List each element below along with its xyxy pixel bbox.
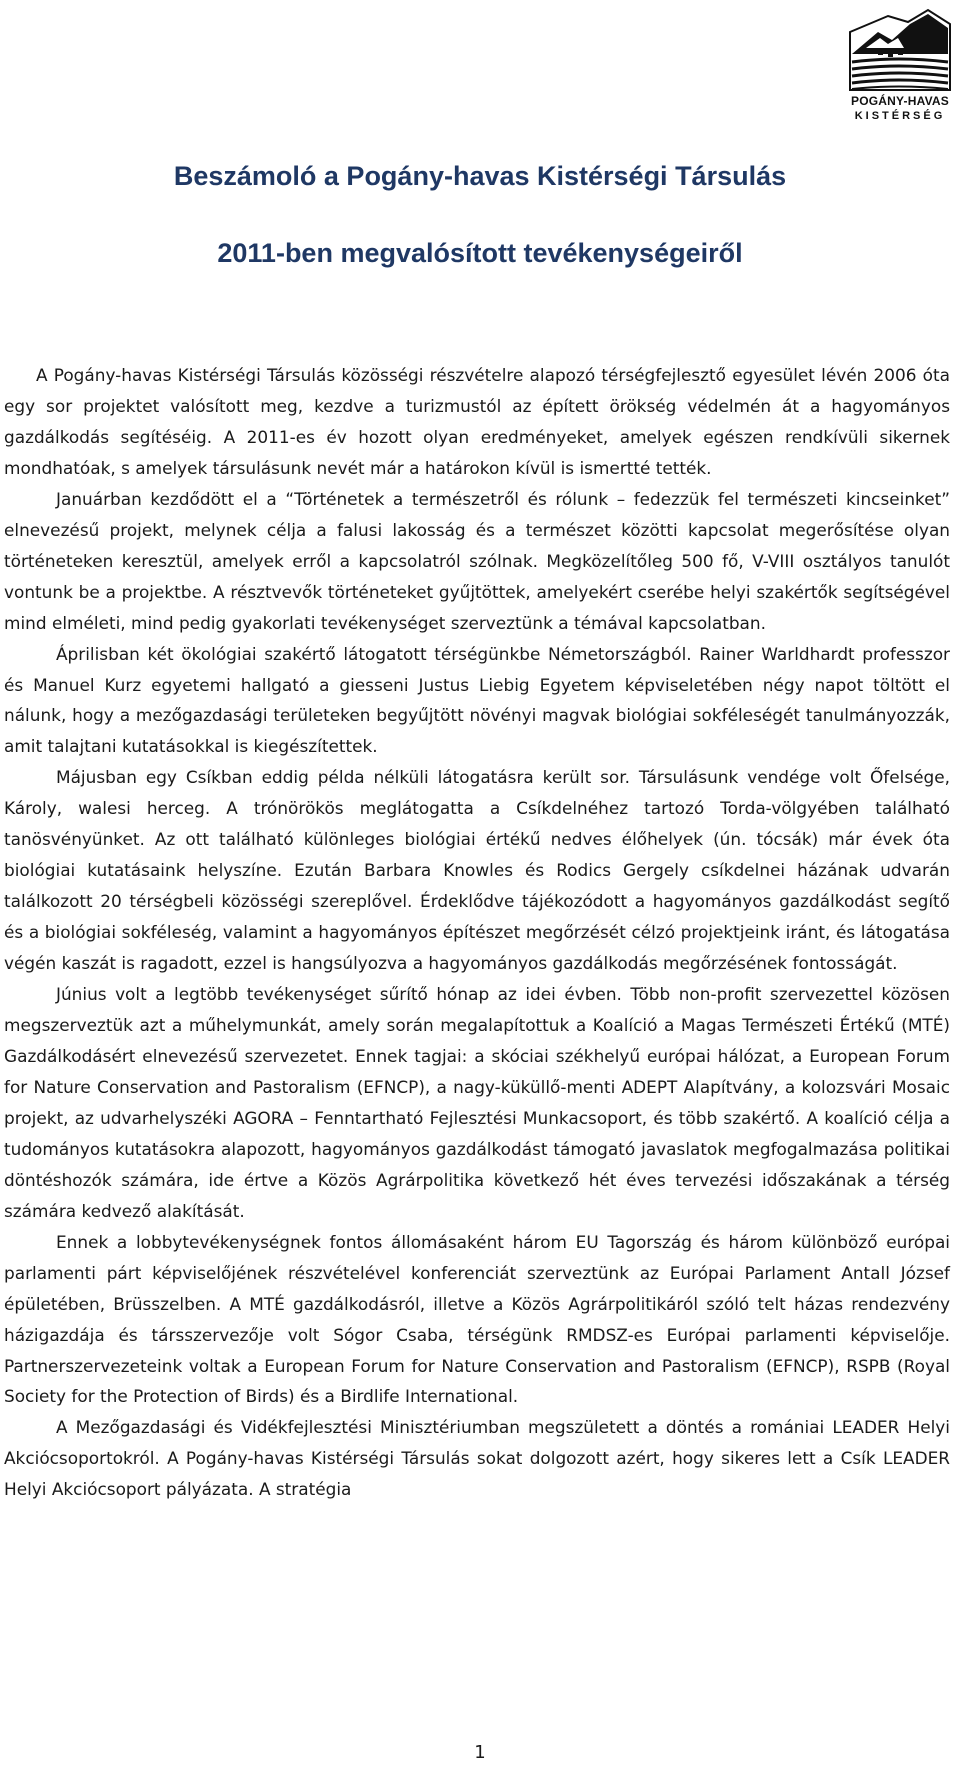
paragraph-june: Június volt a legtöbb tevékenységet sűrítő hónap az idei évben. Több non-profit szervezettel közösen megszerveztük azt a műhelymunkát, amely során megalapítottuk a Koalíció a Magas Természeti Értékű (MTÉ) Gazdálkodásért elnevezésű szervezetet. Ennek tagjai: a skóciai székhelyű európai hálózat, a European Forum for Nature Conservation and Pastoralism (EFNCP), a nagy-küküllő-menti ADEPT Alapítvány, a kolozsvári Mosaic projekt, az udvarhelyszéki AGORA – Fenntartható Fejlesztési Munkacsoport, és több szakértő. A koalíció célja a tudományos kutatásokra alapozott, hagyományos gazdálkodást támogató javaslatok megfogalmazása politikai döntéshozók számára, ide értve a Közös Agrárpolitika következő hét éves tervezési időszakának a térség számára kedvező alakítását. bbox=[4, 984, 950, 1221]
paragraph-leader: A Mezőgazdasági és Vidékfejlesztési Minisztériumban megszületett a döntés a romániai LEADER Helyi Akciócsoportokról. A Pogány-havas Kistérségi Társulás sokat dolgozott azért, hogy sikeres lett a Csík LEADER Helyi Akciócsoport pályázata. A stratégia bbox=[4, 1417, 950, 1500]
paragraph-may: Májusban egy Csíkban eddig példa nélküli látogatásra került sor. Társulásunk vendége volt Őfelsége, Károly, walesi herceg. A trónörökös meglátogatta a Csíkdelnéhez tartozó Torda-völgyében található tanösvényünket. Az ott található különleges biológiai értékű nedves élőhelyek (ún. tócsák) már évek óta biológiai kutatásaink helyszíne. Ezután Barbara Knowles és Rodics Gergely csíkdelnei házának udvarán találkozott 20 térségbeli közösségi szereplővel. Érdeklődve tájékozódott a hagyományos gazdálkodást segítő és a biológiai sokféleség, valamint a hagyományos építészet megőrzését célzó projektjeink iránt, és látogatása végén kaszát is ragadott, ezzel is hangsúlyozva a hagyományos gazdálkodás megőrzésének fontosságát. bbox=[4, 767, 950, 974]
paragraph-january: Januárban kezdődött el a “Történetek a természetről és rólunk – fedezzük fel természeti kincseinket” elnevezésű projekt, melynek célja a falusi lakosság és a természet közötti kapcsolat megerősítése olyan történeteken keresztül, amelyek erről a kapcsolatról szólnak. Megközelítőleg 500 fő, V-VIII osztályos tanulót vontunk be a projektbe. A résztvevők történeteket gyűjtöttek, amelyekért cserébe helyi szakértők segítségével mind elméleti, mind pedig gyakorlati tevékenységet szerveztünk a témával kapcsolatban. bbox=[4, 488, 950, 633]
paragraph-intro: A Pogány-havas Kistérségi Társulás közösségi részvételre alapozó térségfejlesztő egyesület lévén 2006 óta egy sor projektet valósított meg, kezdve a turizmustól az épített örökség védelmén át a hagyományos gazdálkodás segítéséig. A 2011-es év hozott olyan eredményeket, amelyek egészen rendkívüli sikernek mondhatóak, s amelyek társulásunk nevét már a határokon kívül is ismertté tették. bbox=[4, 365, 950, 478]
paragraph-april: Áprilisban két ökológiai szakértő látogatott térségünkbe Németországból. Rainer Warldhardt professzor és Manuel Kurz egyetemi hallgató a giesseni Justus Liebig Egyetem képviseletében négy napot töltött el nálunk, hogy a mezőgazdasági területeken begyűjtött növényi magvak biológiai sokféleségét tanulmányozzák, amit talajtani kutatásokkal is kiegészítettek. bbox=[4, 643, 950, 757]
kisterseg-logo bbox=[848, 2, 952, 124]
mountain-logo-icon bbox=[848, 2, 952, 94]
document-subtitle: 2011-ben megvalósított tevékenységeiről bbox=[217, 238, 743, 268]
report-body bbox=[4, 360, 950, 1505]
document-title: Beszámoló a Pogány-havas Kistérségi Társulás bbox=[173, 161, 787, 191]
paragraph-lobby: Ennek a lobbytevékenységnek fontos állomásaként három EU Tagország és három különböző európai parlamenti párt képviselőjének részvételével konferenciát szerveztünk az Európai Parlament Antall József épületében, Brüsszelben. A MTÉ gazdálkodásról, illetve a Közös Agrárpolitikáról szóló telt házas rendezvény házigazdája és társszervezője volt Sógor Csaba, térségünk RMDSZ-es Európai parlamenti képviselője. Partnerszervezeteink voltak a European Forum for Nature Conservation and Pastoralism (EFNCP), RSPB (Royal Society for the Protection of Birds) és a Birdlife International. bbox=[4, 1231, 950, 1407]
logo-subtitle: KISTÉRSÉG bbox=[854, 110, 946, 122]
page-number: 1 bbox=[474, 1742, 486, 1763]
logo-name: POGÁNY-HAVAS bbox=[851, 94, 949, 108]
